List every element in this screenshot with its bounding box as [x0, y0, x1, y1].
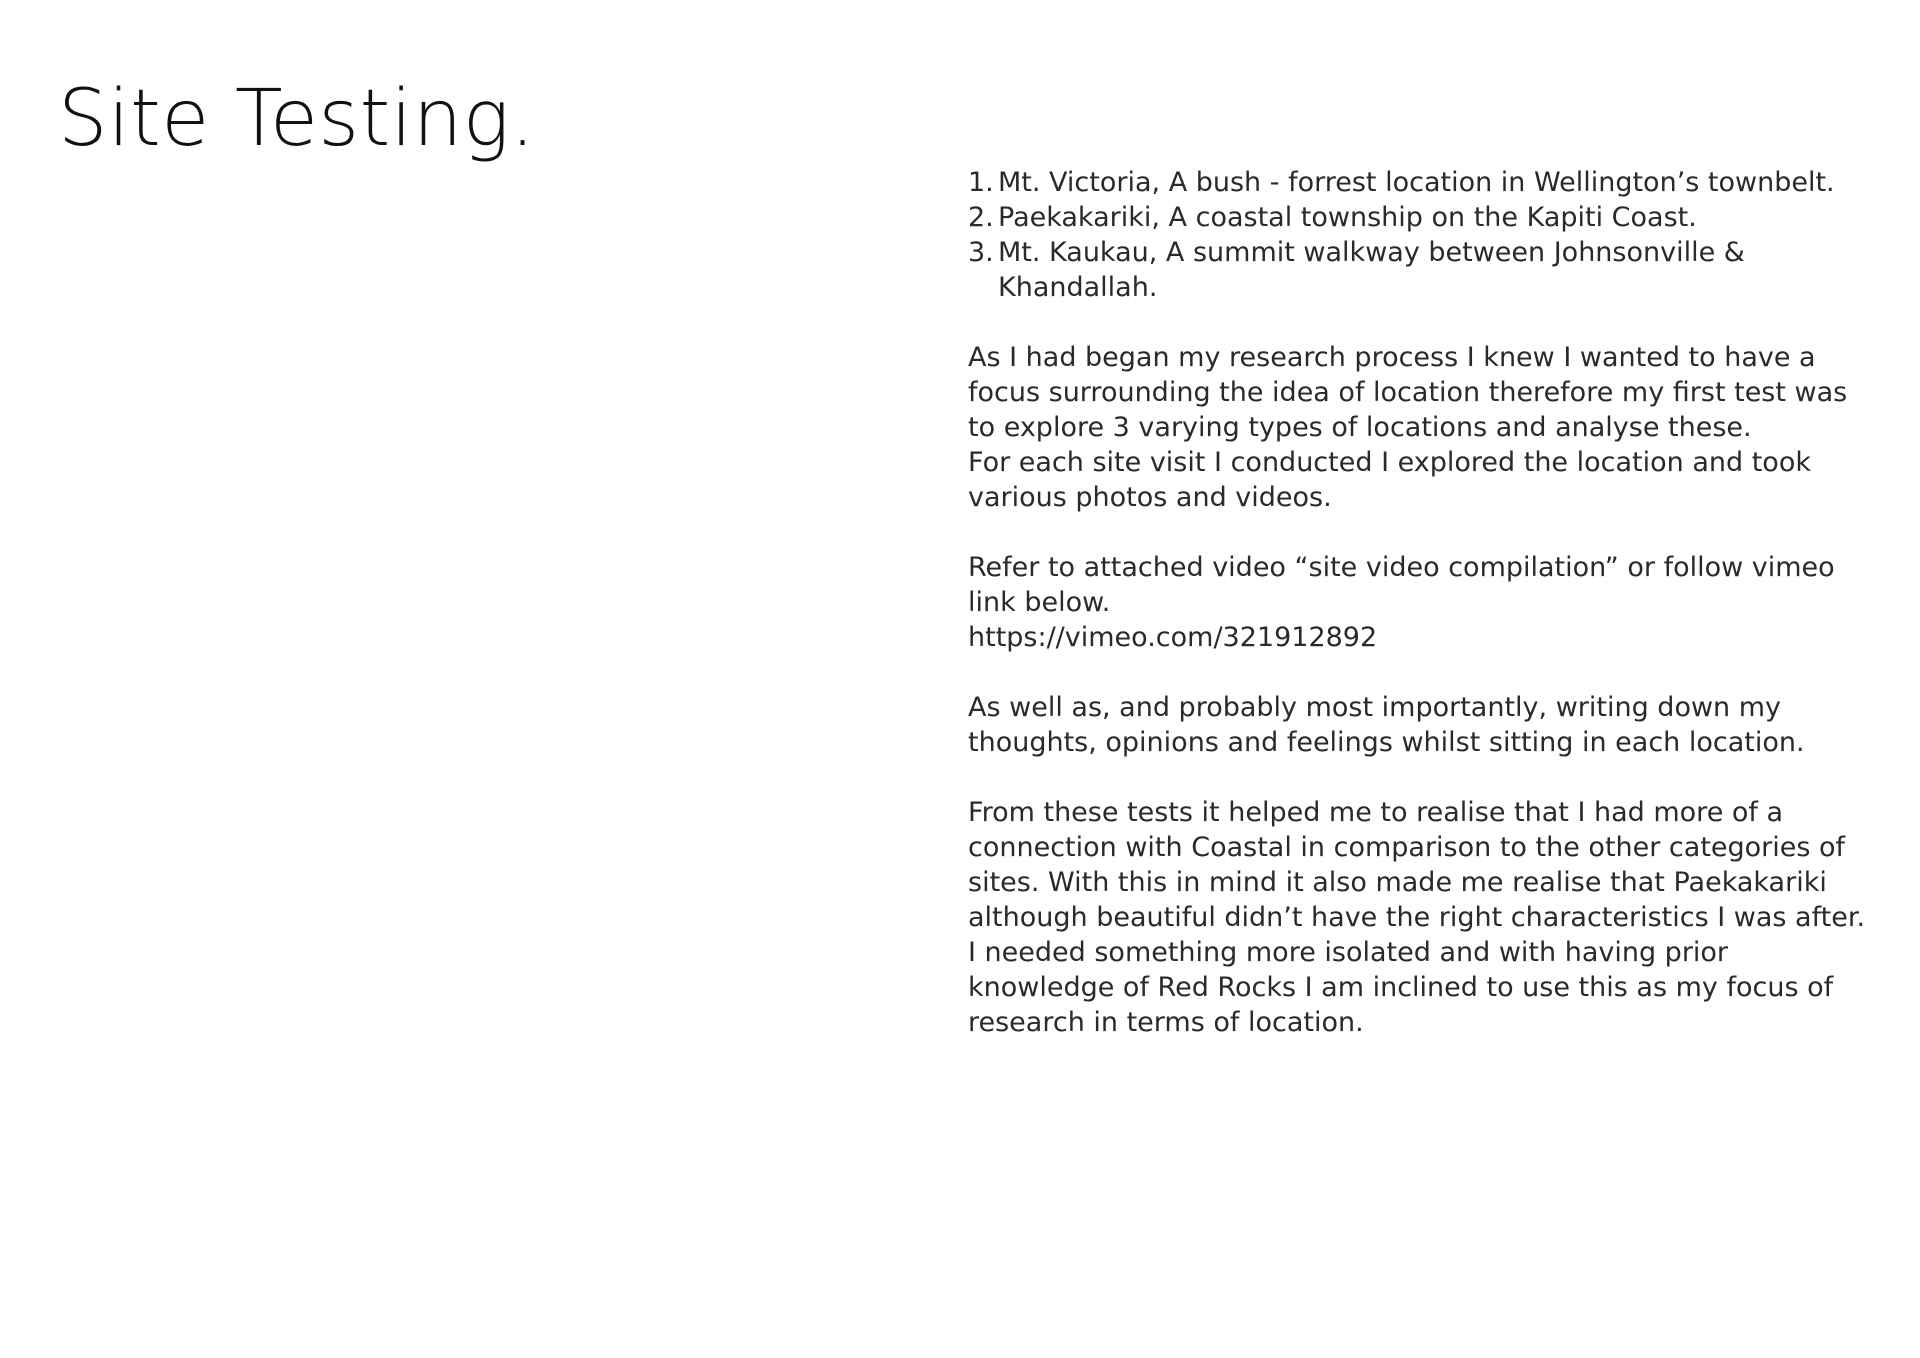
- page-title: Site Testing.: [58, 74, 536, 164]
- list-item-text: Paekakariki, A coastal township on the Kapiti Coast.: [998, 202, 1697, 233]
- list-item-number: 3.: [968, 237, 994, 268]
- list-item-number: 2.: [968, 202, 994, 233]
- list-item: [968, 165, 1878, 200]
- vimeo-link[interactable]: https://vimeo.com/321912892: [968, 622, 1378, 653]
- list-item: [968, 200, 1878, 235]
- conclusion-paragraph: From these tests it helped me to realise that I had more of a connection with Coastal in comparison to the other categories of sites. With this in mind it also made me realise that Paekakariki although beautiful didn’t have the right characteristics I was after. I needed something more isolated and with having prior knowledge of Red Rocks I am inclined to use this as my focus of research in terms of location.: [968, 797, 1866, 1038]
- research-paragraph: [968, 340, 1878, 515]
- site-list: [968, 165, 1878, 305]
- video-paragraph: [968, 550, 1878, 655]
- list-item-number: 1.: [968, 167, 994, 198]
- list-item-text: Mt. Victoria, A bush - forrest location in Wellington’s townbelt.: [998, 167, 1835, 198]
- site-visit-text: For each site visit I conducted I explored the location and took various photos and videos.: [968, 447, 1811, 513]
- list-item-text: Mt. Kaukau, A summit walkway between Johnsonville & Khandallah.: [998, 237, 1745, 303]
- research-text: As I had began my research process I knew I wanted to have a focus surrounding the idea of location therefore my first test was to explore 3 varying types of locations and analyse these.: [968, 342, 1848, 443]
- list-item: [968, 235, 1878, 305]
- video-reference-text: Refer to attached video “site video compilation” or follow vimeo link below.: [968, 552, 1835, 618]
- body-text: [968, 165, 1878, 1040]
- thoughts-paragraph: As well as, and probably most importantly, writing down my thoughts, opinions and feelings whilst sitting in each location.: [968, 692, 1805, 758]
